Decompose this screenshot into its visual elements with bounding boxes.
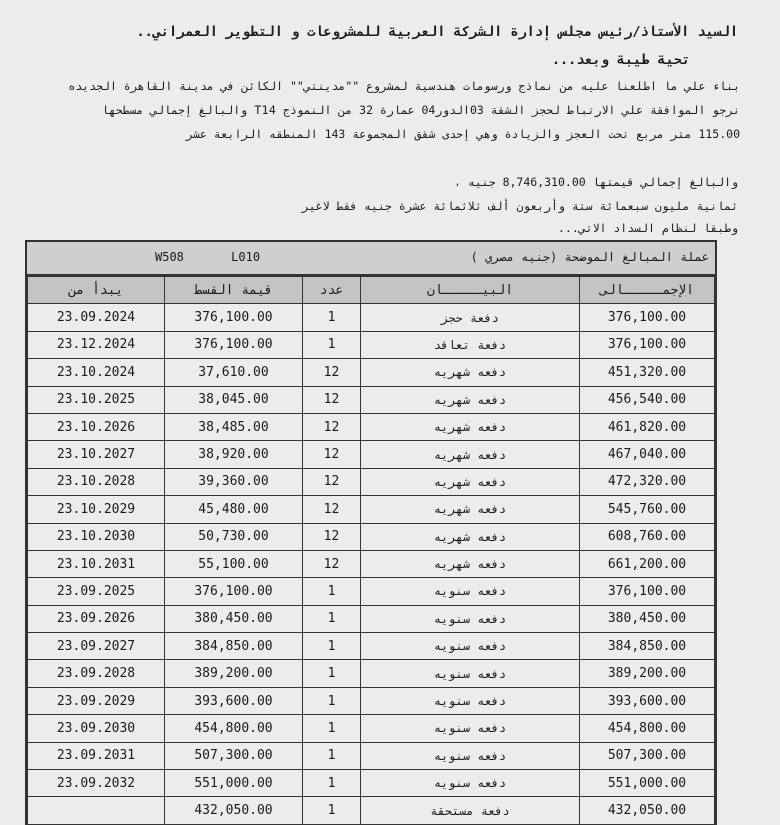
table-row	[28, 742, 715, 769]
payment-schedule-table	[25, 240, 717, 825]
description-cell: دفعه شهريه	[361, 413, 580, 440]
total-cell: 376,100.00	[580, 304, 715, 331]
total-cell: 551,000.00	[580, 770, 715, 797]
start-date-cell: 23.10.2028	[28, 468, 165, 495]
table-row	[28, 496, 715, 523]
installment-cell: 39,360.00	[165, 468, 303, 495]
total-cell: 432,050.00	[580, 797, 715, 824]
start-date-cell: 23.09.2024	[28, 304, 165, 331]
installment-cell: 376,100.00	[165, 578, 303, 605]
description-cell: دفعة حجز	[361, 304, 580, 331]
installment-cell: 50,730.00	[165, 523, 303, 550]
salutation: السيد الأستاذ/رئيس مجلس إدارة الشركة العربية للمشروعات و التطوير العمراني..	[136, 24, 738, 40]
table-row	[28, 523, 715, 550]
total-cell: 393,600.00	[580, 687, 715, 714]
count-cell: 12	[303, 359, 361, 386]
start-date-cell: 23.10.2031	[28, 550, 165, 577]
start-date-cell: 23.12.2024	[28, 331, 165, 358]
count-cell: 12	[303, 496, 361, 523]
total-cell: 507,300.00	[580, 742, 715, 769]
table-row	[28, 578, 715, 605]
total-cell: 384,850.00	[580, 633, 715, 660]
count-cell: 1	[303, 304, 361, 331]
table-row	[28, 468, 715, 495]
code: W508	[155, 250, 184, 264]
start-date-cell	[28, 797, 165, 824]
start-date-cell: 23.10.2027	[28, 441, 165, 468]
description-cell: دفعه شهريه	[361, 468, 580, 495]
count-cell: 12	[303, 386, 361, 413]
code: L010	[231, 250, 261, 264]
unit-codes	[155, 250, 260, 264]
table-row	[28, 359, 715, 386]
start-date-cell: 23.09.2025	[28, 578, 165, 605]
start-date-cell: 23.09.2030	[28, 715, 165, 742]
header-start: يبدأ من	[28, 277, 165, 304]
description-cell: دفعه سنويه	[361, 715, 580, 742]
total-cell: 608,760.00	[580, 523, 715, 550]
count-cell: 1	[303, 687, 361, 714]
paragraph-line: 115.00 متر مربع تحت العجز والزيادة وهي إحدى شقق المجموعة 143 المنطقه الرابعة عشر	[186, 127, 740, 141]
header-description: البيـــــان	[361, 277, 580, 304]
description-cell: دفعه شهريه	[361, 550, 580, 577]
start-date-cell: 23.09.2031	[28, 742, 165, 769]
description-cell: دفعه سنويه	[361, 605, 580, 632]
total-cell: 461,820.00	[580, 413, 715, 440]
total-cell: 545,760.00	[580, 496, 715, 523]
table-row	[28, 660, 715, 687]
total-cell: 389,200.00	[580, 660, 715, 687]
installment-cell: 380,450.00	[165, 605, 303, 632]
count-cell: 1	[303, 770, 361, 797]
installment-cell: 38,485.00	[165, 413, 303, 440]
installment-cell: 38,920.00	[165, 441, 303, 468]
total-cell: 380,450.00	[580, 605, 715, 632]
table-row	[28, 550, 715, 577]
table-row	[28, 605, 715, 632]
description-cell: دفعه سنويه	[361, 633, 580, 660]
installment-cell: 37,610.00	[165, 359, 303, 386]
count-cell: 1	[303, 660, 361, 687]
table-row	[28, 413, 715, 440]
total-cell: 472,320.00	[580, 468, 715, 495]
installment-cell: 38,045.00	[165, 386, 303, 413]
installment-cell: 389,200.00	[165, 660, 303, 687]
description-cell: دفعه سنويه	[361, 578, 580, 605]
installment-cell: 454,800.00	[165, 715, 303, 742]
start-date-cell: 23.10.2026	[28, 413, 165, 440]
table-row	[28, 687, 715, 714]
installment-cell: 507,300.00	[165, 742, 303, 769]
table-row	[28, 386, 715, 413]
paragraph-line: بناء علي ما اطلعنا عليه من نماذج ورسومات هندسية لمشروع ""مدينتي"" الكائن في مدينة القاهرة الجديده	[68, 79, 740, 93]
description-cell: دفعه سنويه	[361, 660, 580, 687]
description-cell: دفعه سنويه	[361, 742, 580, 769]
table-row	[28, 797, 715, 824]
total-cell: 661,200.00	[580, 550, 715, 577]
installment-cell: 45,480.00	[165, 496, 303, 523]
description-cell: دفعه سنويه	[361, 687, 580, 714]
installment-cell: 393,600.00	[165, 687, 303, 714]
count-cell: 1	[303, 633, 361, 660]
table-row	[28, 441, 715, 468]
start-date-cell: 23.09.2027	[28, 633, 165, 660]
count-cell: 12	[303, 441, 361, 468]
start-date-cell: 23.09.2032	[28, 770, 165, 797]
total-cell: 456,540.00	[580, 386, 715, 413]
installment-cell: 551,000.00	[165, 770, 303, 797]
header-count: عدد	[303, 277, 361, 304]
start-date-cell: 23.10.2029	[28, 496, 165, 523]
description-cell: دفعة مستحقة	[361, 797, 580, 824]
header-total: الإجمـــــالى	[580, 277, 715, 304]
count-cell: 12	[303, 523, 361, 550]
description-cell: دفعه شهريه	[361, 496, 580, 523]
table-caption	[27, 242, 715, 276]
table-row	[28, 331, 715, 358]
start-date-cell: 23.10.2024	[28, 359, 165, 386]
table-row	[28, 304, 715, 331]
payment-intro: وطبقا لنظام السداد الاتي...	[557, 221, 738, 235]
count-cell: 12	[303, 413, 361, 440]
start-date-cell: 23.09.2029	[28, 687, 165, 714]
greeting: تحية طيبة وبعد...	[551, 52, 690, 68]
installment-cell: 376,100.00	[165, 304, 303, 331]
header-installment: قيمة القسط	[165, 277, 303, 304]
installment-cell: 376,100.00	[165, 331, 303, 358]
table-row	[28, 770, 715, 797]
description-cell: دفعه سنويه	[361, 770, 580, 797]
paragraph-line: نرجو الموافقة علي الارتباط لحجز الشقة 03الدور04 عمارة 32 من النموذج T14 والبالغ إجمالي مسطحها	[101, 103, 740, 117]
total-amount-line: والبالغ إجمالي قيمتها 8,746,310.00 جنيه ،	[454, 175, 738, 189]
description-cell: دفعه شهريه	[361, 441, 580, 468]
total-cell: 376,100.00	[580, 578, 715, 605]
installment-cell: 384,850.00	[165, 633, 303, 660]
start-date-cell: 23.10.2025	[28, 386, 165, 413]
total-cell: 451,320.00	[580, 359, 715, 386]
start-date-cell: 23.10.2030	[28, 523, 165, 550]
currency-note: عملة المبالغ الموضحة (جنيه مصري )	[470, 250, 709, 264]
table-row	[28, 633, 715, 660]
count-cell: 12	[303, 468, 361, 495]
total-amount-words: ثمانية مليون سبعمائة ستة وأربعون ألف ثلاثمائة عشرة جنيه فقط لاغير	[301, 199, 738, 213]
count-cell: 1	[303, 331, 361, 358]
description-cell: دفعه شهريه	[361, 359, 580, 386]
count-cell: 1	[303, 578, 361, 605]
description-cell: دفعة تعاقد	[361, 331, 580, 358]
start-date-cell: 23.09.2026	[28, 605, 165, 632]
installment-cell: 55,100.00	[165, 550, 303, 577]
count-cell: 1	[303, 797, 361, 824]
description-cell: دفعه شهريه	[361, 523, 580, 550]
count-cell: 1	[303, 715, 361, 742]
installment-cell: 432,050.00	[165, 797, 303, 824]
table-row	[28, 715, 715, 742]
total-cell: 467,040.00	[580, 441, 715, 468]
total-cell: 454,800.00	[580, 715, 715, 742]
count-cell: 1	[303, 742, 361, 769]
description-cell: دفعه شهريه	[361, 386, 580, 413]
total-cell: 376,100.00	[580, 331, 715, 358]
count-cell: 1	[303, 605, 361, 632]
count-cell: 12	[303, 550, 361, 577]
start-date-cell: 23.09.2028	[28, 660, 165, 687]
